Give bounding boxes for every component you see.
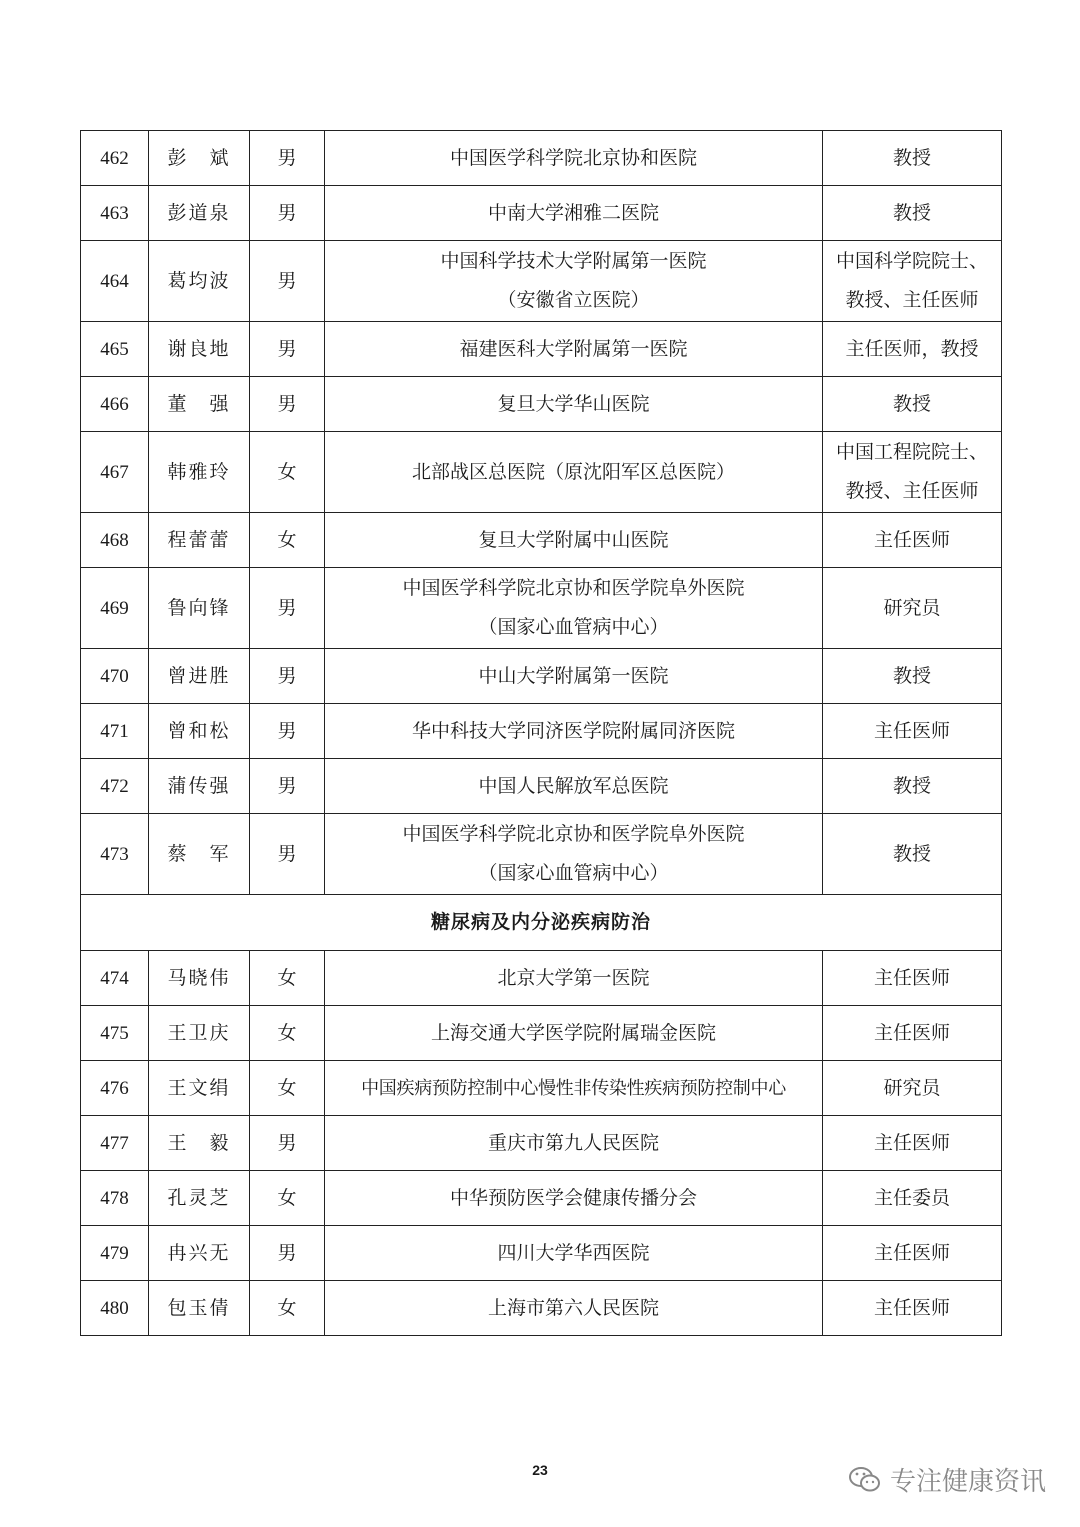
row-number: 480 [81, 1281, 149, 1336]
row-number: 466 [81, 377, 149, 432]
row-number: 462 [81, 131, 149, 186]
organization-line: 福建医科大学附属第一医院 [459, 337, 688, 360]
table-row [81, 513, 1002, 568]
table-row [81, 649, 1002, 704]
gender-cell: 男 [250, 1116, 325, 1171]
title-cell [823, 951, 1002, 1006]
table-row [81, 131, 1002, 186]
organization-line: 复旦大学华山医院 [497, 392, 650, 415]
title-line: 教授 [892, 842, 931, 865]
wechat-icon [848, 1465, 882, 1495]
gender-cell: 女 [250, 1006, 325, 1061]
title-line: 教授 [892, 774, 931, 797]
row-number: 475 [81, 1006, 149, 1061]
organization-line: 北部战区总医院（原沈阳军区总医院） [411, 460, 735, 483]
title-cell [823, 1006, 1002, 1061]
table-row [81, 759, 1002, 814]
title-line: 主任医师 [873, 1241, 950, 1264]
person-name: 王 毅 [149, 1116, 250, 1171]
organization-line: （安徽省立医院） [497, 289, 650, 311]
title-line: 主任医师 [873, 966, 950, 989]
gender-cell: 男 [250, 814, 325, 895]
title-line: 研究员 [883, 1076, 941, 1099]
table-row [81, 951, 1002, 1006]
person-name: 冉兴无 [149, 1226, 250, 1281]
title-line: 主任委员 [873, 1186, 950, 1209]
gender-cell: 男 [250, 1226, 325, 1281]
title-cell [823, 241, 1002, 322]
title-cell [823, 377, 1002, 432]
title-cell [823, 649, 1002, 704]
title-cell [823, 432, 1002, 513]
person-name: 程蕾蕾 [149, 513, 250, 568]
title-cell [823, 759, 1002, 814]
gender-cell: 女 [250, 951, 325, 1006]
gender-cell: 男 [250, 186, 325, 241]
row-number: 478 [81, 1171, 149, 1226]
title-cell [823, 1171, 1002, 1226]
title-line: 主任医师 [873, 1296, 950, 1319]
row-number: 463 [81, 186, 149, 241]
table-row [81, 1226, 1002, 1281]
table-row [81, 1006, 1002, 1061]
organization-cell [325, 759, 823, 814]
row-number: 470 [81, 649, 149, 704]
gender-cell: 男 [250, 759, 325, 814]
person-name: 孔灵芝 [149, 1171, 250, 1226]
organization-line: 上海交通大学医学院附属瑞金医院 [430, 1021, 716, 1044]
organization-line: （国家心血管病中心） [478, 616, 669, 638]
table-row [81, 814, 1002, 895]
row-number: 468 [81, 513, 149, 568]
organization-line: 中南大学湘雅二医院 [487, 201, 659, 224]
table-row [81, 1171, 1002, 1226]
gender-cell: 男 [250, 568, 325, 649]
table-row [81, 1281, 1002, 1336]
title-cell [823, 814, 1002, 895]
table-row [81, 377, 1002, 432]
gender-cell: 男 [250, 649, 325, 704]
table-row [81, 1061, 1002, 1116]
row-number: 474 [81, 951, 149, 1006]
title-line: 主任医师 [873, 1131, 950, 1154]
organization-cell [325, 1281, 823, 1336]
watermark-text: 专注健康资讯 [889, 1467, 1046, 1497]
table-row [81, 568, 1002, 649]
section-title: 糖尿病及内分泌疾病防治 [81, 895, 1002, 951]
organization-line: 中华预防医学会健康传播分会 [449, 1186, 697, 1209]
person-name: 谢良地 [149, 322, 250, 377]
roster-table [80, 130, 1002, 1336]
person-name: 彭 斌 [149, 131, 250, 186]
roster-body [81, 131, 1002, 1336]
table-row [81, 241, 1002, 322]
title-line: 研究员 [883, 596, 941, 619]
organization-line: 中国人民解放军总医院 [478, 774, 669, 797]
person-name: 马晓伟 [149, 951, 250, 1006]
gender-cell: 女 [250, 513, 325, 568]
row-number: 473 [81, 814, 149, 895]
organization-line: 上海市第六人民医院 [487, 1296, 659, 1319]
organization-line: 重庆市第九人民医院 [487, 1131, 659, 1154]
person-name: 包玉倩 [149, 1281, 250, 1336]
title-cell [823, 1061, 1002, 1116]
person-name: 曾和松 [149, 704, 250, 759]
organization-line: 复旦大学附属中山医院 [478, 528, 669, 551]
title-line: 主任医师 [873, 1021, 950, 1044]
organization-cell [325, 951, 823, 1006]
table-row [81, 432, 1002, 513]
table-row [81, 704, 1002, 759]
table-row [81, 1116, 1002, 1171]
organization-line: 中国医学科学院北京协和医学院阜外医院 [402, 823, 745, 845]
gender-cell: 女 [250, 432, 325, 513]
gender-cell: 女 [250, 1281, 325, 1336]
gender-cell: 女 [250, 1171, 325, 1226]
organization-line: 中国疾病预防控制中心慢性非传染性疾病预防控制中心 [361, 1077, 786, 1099]
person-name: 彭道泉 [149, 186, 250, 241]
person-name: 韩雅玲 [149, 432, 250, 513]
organization-cell [325, 186, 823, 241]
organization-cell [325, 704, 823, 759]
organization-line: 中山大学附属第一医院 [478, 664, 669, 687]
organization-line: 北京大学第一医院 [497, 966, 650, 989]
title-line: 主任医师 [873, 719, 950, 742]
organization-line: 四川大学华西医院 [497, 1241, 650, 1264]
title-cell [823, 186, 1002, 241]
organization-cell [325, 568, 823, 649]
title-line: 教授 [892, 664, 931, 687]
organization-cell [325, 377, 823, 432]
row-number: 477 [81, 1116, 149, 1171]
gender-cell: 男 [250, 241, 325, 322]
organization-cell [325, 131, 823, 186]
organization-line: 中国医学科学院北京协和医学院阜外医院 [402, 577, 745, 599]
organization-cell [325, 1171, 823, 1226]
title-cell [823, 322, 1002, 377]
row-number: 465 [81, 322, 149, 377]
title-line: 教授 [892, 146, 931, 169]
person-name: 葛均波 [149, 241, 250, 322]
gender-cell: 男 [250, 322, 325, 377]
gender-cell: 男 [250, 704, 325, 759]
organization-line: 中国科学技术大学附属第一医院 [440, 250, 707, 272]
title-line: 教授、主任医师 [845, 480, 979, 502]
title-cell [823, 704, 1002, 759]
person-name: 王文绢 [149, 1061, 250, 1116]
organization-cell [325, 814, 823, 895]
organization-cell [325, 1116, 823, 1171]
organization-cell [325, 1006, 823, 1061]
title-line: 教授、主任医师 [845, 289, 979, 311]
title-line: 主任医师 [873, 528, 950, 551]
row-number: 464 [81, 241, 149, 322]
title-cell [823, 1281, 1002, 1336]
title-line: 教授 [892, 392, 931, 415]
person-name: 鲁向锋 [149, 568, 250, 649]
organization-line: 华中科技大学同济医学院附属同济医院 [411, 719, 735, 742]
person-name: 曾进胜 [149, 649, 250, 704]
organization-cell [325, 241, 823, 322]
person-name: 王卫庆 [149, 1006, 250, 1061]
row-number: 479 [81, 1226, 149, 1281]
person-name: 蒲传强 [149, 759, 250, 814]
organization-cell [325, 1061, 823, 1116]
organization-cell [325, 322, 823, 377]
title-line: 中国科学院院士、 [835, 250, 988, 272]
title-line: 主任医师，教授 [845, 337, 979, 360]
table-row [81, 322, 1002, 377]
organization-cell [325, 649, 823, 704]
title-cell [823, 1116, 1002, 1171]
person-name: 董 强 [149, 377, 250, 432]
row-number: 467 [81, 432, 149, 513]
section-header-row [81, 895, 1002, 951]
person-name: 蔡 军 [149, 814, 250, 895]
organization-cell [325, 432, 823, 513]
row-number: 471 [81, 704, 149, 759]
title-cell [823, 513, 1002, 568]
page-number: 23 [532, 1462, 548, 1478]
title-line: 教授 [892, 201, 931, 224]
organization-cell [325, 1226, 823, 1281]
organization-cell [325, 513, 823, 568]
title-cell [823, 568, 1002, 649]
row-number: 472 [81, 759, 149, 814]
title-cell [823, 131, 1002, 186]
row-number: 476 [81, 1061, 149, 1116]
organization-line: 中国医学科学院北京协和医院 [449, 146, 697, 169]
title-cell [823, 1226, 1002, 1281]
gender-cell: 男 [250, 377, 325, 432]
table-row [81, 186, 1002, 241]
title-line: 中国工程院院士、 [835, 441, 988, 463]
gender-cell: 男 [250, 131, 325, 186]
row-number: 469 [81, 568, 149, 649]
organization-line: （国家心血管病中心） [478, 862, 669, 884]
gender-cell: 女 [250, 1061, 325, 1116]
watermark [848, 1461, 1046, 1498]
